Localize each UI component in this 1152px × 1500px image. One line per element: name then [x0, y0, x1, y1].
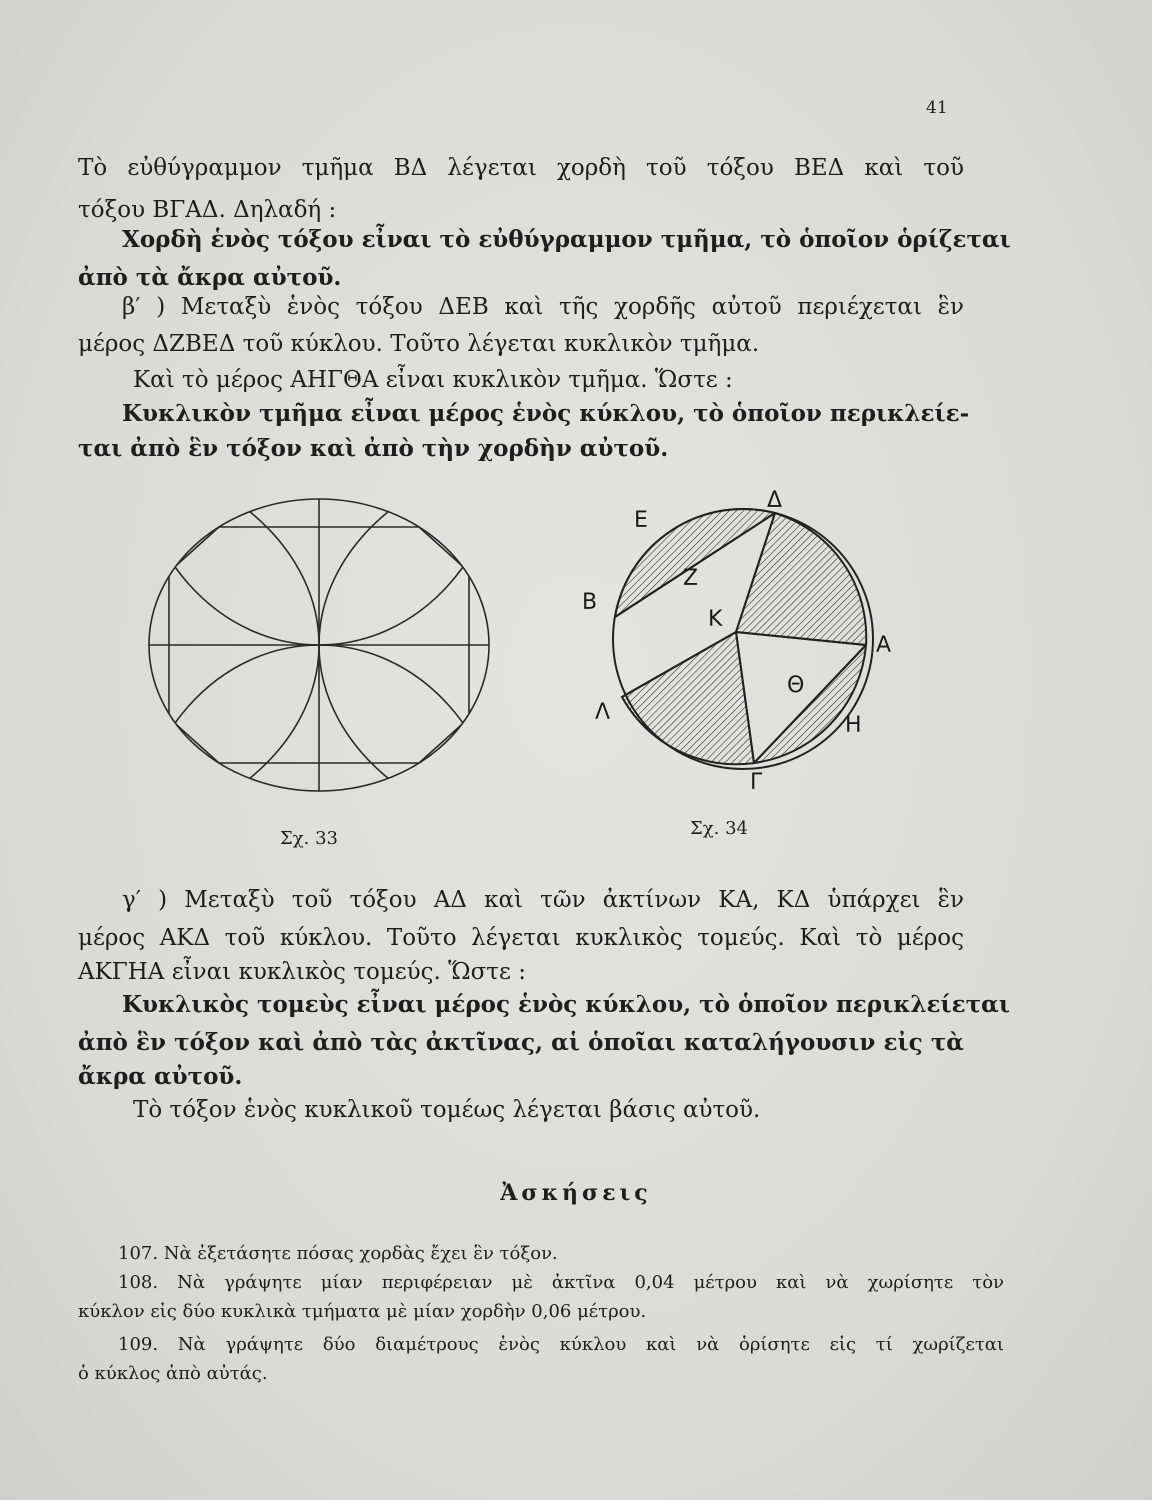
fig34-label-beta: Β — [582, 590, 598, 615]
def1-line1: Χορδὴ ἑνὸς τόξου εἶναι τὸ εὐθύγραμμον τμῆμα, τὸ ὁποῖον ὁρίζεται — [122, 226, 1011, 253]
figure-34 — [582, 487, 970, 797]
fig34-caption: Σχ. 34 — [690, 818, 748, 839]
fig34-label-epsilon: Ε — [634, 508, 648, 533]
fig34-sector-AKD — [736, 513, 866, 645]
para3-line2: μέρος ΑΚΔ τοῦ κύκλου. Τοῦτο λέγεται κυκλικὸς τομεύς. Καὶ τὸ μέρος — [78, 925, 964, 951]
def3-line3: ἄκρα αὐτοῦ. — [78, 1063, 243, 1090]
fig34-label-kappa: Κ — [708, 607, 723, 632]
def2-line2: ται ἀπὸ ἓν τόξον καὶ ἀπὸ τὴν χορδὴν αὐτοῦ. — [78, 435, 669, 462]
exercise-108-line1: 108. Νὰ γράψητε μίαν περιφέρειαν μὲ ἀκτῖνα 0,04 μέτρου καὶ νὰ χωρίσητε τὸν — [118, 1272, 1004, 1293]
def3-line2: ἀπὸ ἓν τόξον καὶ ἀπὸ τὰς ἀκτῖνας, αἱ ὁποῖαι καταλήγουσιν εἰς τὰ — [78, 1029, 964, 1056]
fig34-sector-KLG — [622, 632, 754, 764]
fig34-label-theta: Θ — [787, 673, 805, 698]
fig34-label-zeta: Ζ — [683, 566, 699, 591]
para2-line1: β′ ) Μεταξὺ ἑνὸς τόξου ΔΕΒ καὶ τῆς χορδῆς αὐτοῦ περιέχεται ἓν — [122, 294, 964, 320]
exercise-109-line2: ὁ κύκλος ἀπὸ αὐτάς. — [78, 1363, 268, 1384]
exercise-107: 107. Νὰ ἐξετάσητε πόσας χορδὰς ἔχει ἓν τόξον. — [118, 1243, 558, 1264]
exercises-heading: Ἀσκήσεις — [500, 1180, 652, 1206]
para2-line3: Καὶ τὸ μέρος ΑΗΓΘΑ εἶναι κυκλικὸν τμῆμα. Ὥστε : — [133, 367, 733, 393]
fig34-label-gamma: Γ — [750, 770, 763, 795]
para3-line3: ΑΚΓΗΑ εἶναι κυκλικὸς τομεύς. Ὥστε : — [78, 959, 527, 985]
fig34-label-delta: Δ — [767, 488, 783, 513]
fig34-label-lambda: Λ — [595, 700, 611, 725]
page-number: 41 — [926, 98, 948, 118]
exercise-108-line2: κύκλον εἰς δύο κυκλικὰ τμήματα μὲ μίαν χορδὴν 0,06 μέτρου. — [78, 1301, 647, 1322]
para4: Τὸ τόξον ἑνὸς κυκλικοῦ τομέως λέγεται βάσις αὐτοῦ. — [133, 1097, 761, 1123]
fig34-label-eta: Η — [845, 713, 862, 738]
fig34-label-alpha: Α — [876, 633, 892, 658]
figure-33 — [147, 497, 492, 797]
para1-line1: Τὸ εὐθύγραμμον τμῆμα ΒΔ λέγεται χορδὴ τοῦ τόξου ΒΕΔ καὶ τοῦ — [78, 155, 964, 181]
fig33-caption: Σχ. 33 — [280, 828, 338, 849]
para3-line1: γ′ ) Μεταξὺ τοῦ τόξου ΑΔ καὶ τῶν ἀκτίνων ΚΑ, ΚΔ ὑπάρχει ἓν — [122, 887, 964, 913]
def1-line2: ἀπὸ τὰ ἄκρα αὐτοῦ. — [78, 264, 342, 291]
para2-line2: μέρος ΔΖΒΕΔ τοῦ κύκλου. Τοῦτο λέγεται κυκλικὸν τμῆμα. — [78, 331, 760, 357]
para1-line2: τόξου ΒΓΑΔ. Δηλαδή : — [78, 197, 337, 223]
exercise-109-line1: 109. Νὰ γράψητε δύο διαμέτρους ἑνὸς κύκλου καὶ νὰ ὁρίσητε εἰς τί χωρίζεται — [118, 1334, 1004, 1355]
def3-line1: Κυκλικὸς τομεὺς εἶναι μέρος ἑνὸς κύκλου, τὸ ὁποῖον περικλείεται — [122, 991, 1010, 1018]
def2-line1: Κυκλικὸν τμῆμα εἶναι μέρος ἑνὸς κύκλου, τὸ ὁποῖον περικλείε- — [122, 400, 970, 427]
